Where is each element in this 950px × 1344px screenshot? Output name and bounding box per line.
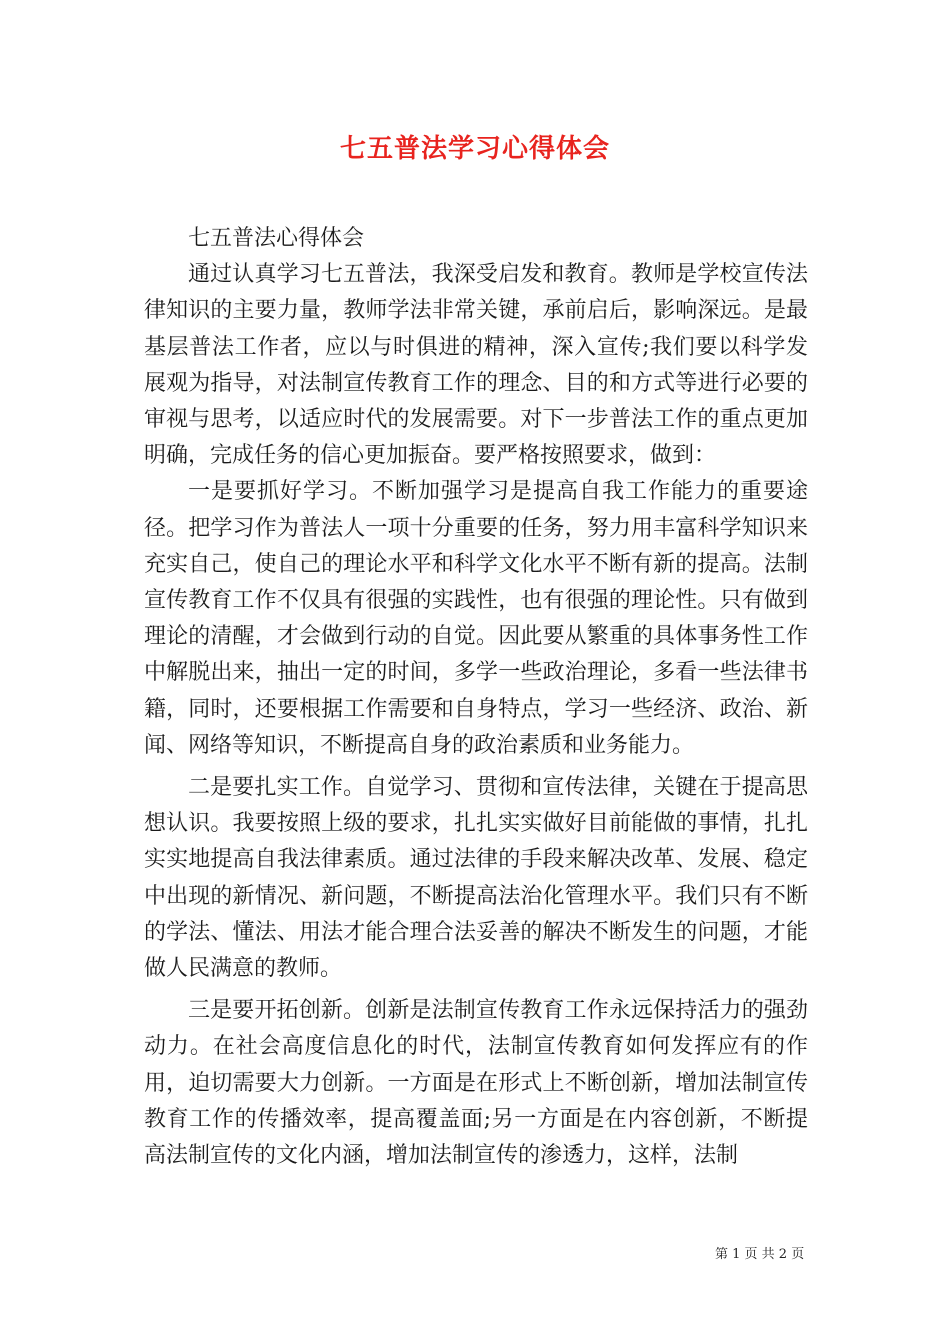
paragraph-point-one: 一是要抓好学习。不断加强学习是提高自我工作能力的重要途径。把学习作为普法人一项十分重要的任务，努力用丰富科学知识来充实自己，使自己的理论水平和科学文化水平不断有新的提高。法制宣传教育工作不仅具有很强的实践性，也有很强的理论性。只有做到理论的清醒，才会做到行动的自觉。因此要从繁重的具体事务性工作中解脱出来，抽出一定的时间，多学一些政治理论，多看一些法律书籍，同时，还要根据工作需要和自身特点，学习一些经济、政治、新闻、网络等知识，不断提高自身的政治素质和业务能力。 bbox=[144, 479, 808, 758]
paragraph-point-two: 二是要扎实工作。自觉学习、贯彻和宣传法律，关键在于提高思想认识。我要按照上级的要求，扎扎实实做好目前能做的事情，扎扎实实地提高自我法律素质。通过法律的手段来解决改革、发展、稳定中出现的新情况、新问题，不断提高法治化管理水平。我们只有不断的学法、懂法、用法才能合理合法妥善的解决不断发生的问题，才能做人民满意的教师。 bbox=[144, 775, 808, 982]
paragraph-subtitle: 七五普法心得体会 bbox=[188, 226, 365, 251]
document-body bbox=[144, 221, 808, 1174]
page-number-footer: 第 1 页 共 2 页 bbox=[715, 1247, 805, 1262]
paragraph-intro: 通过认真学习七五普法，我深受启发和教育。教师是学校宣传法律知识的主要力量，教师学法非常关键，承前启后，影响深远。是最基层普法工作者，应以与时俱进的精神，深入宣传;我们要以科学发展观为指导，对法制宣传教育工作的理念、目的和方式等进行必要的审视与思考，以适应时代的发展需要。对下一步普法工作的重点更加明确，完成任务的信心更加振奋。要严格按照要求，做到： bbox=[144, 262, 808, 469]
paragraph-point-three: 三是要开拓创新。创新是法制宣传教育工作永远保持活力的强劲动力。在社会高度信息化的时代，法制宣传教育如何发挥应有的作用，迫切需要大力创新。一方面是在形式上不断创新，增加法制宣传教育工作的传播效率，提高覆盖面;另一方面是在内容创新，不断提高法制宣传的文化内涵，增加法制宣传的渗透力，这样，法制 bbox=[144, 998, 808, 1169]
document-title: 七五普法学习心得体会 bbox=[339, 134, 610, 164]
